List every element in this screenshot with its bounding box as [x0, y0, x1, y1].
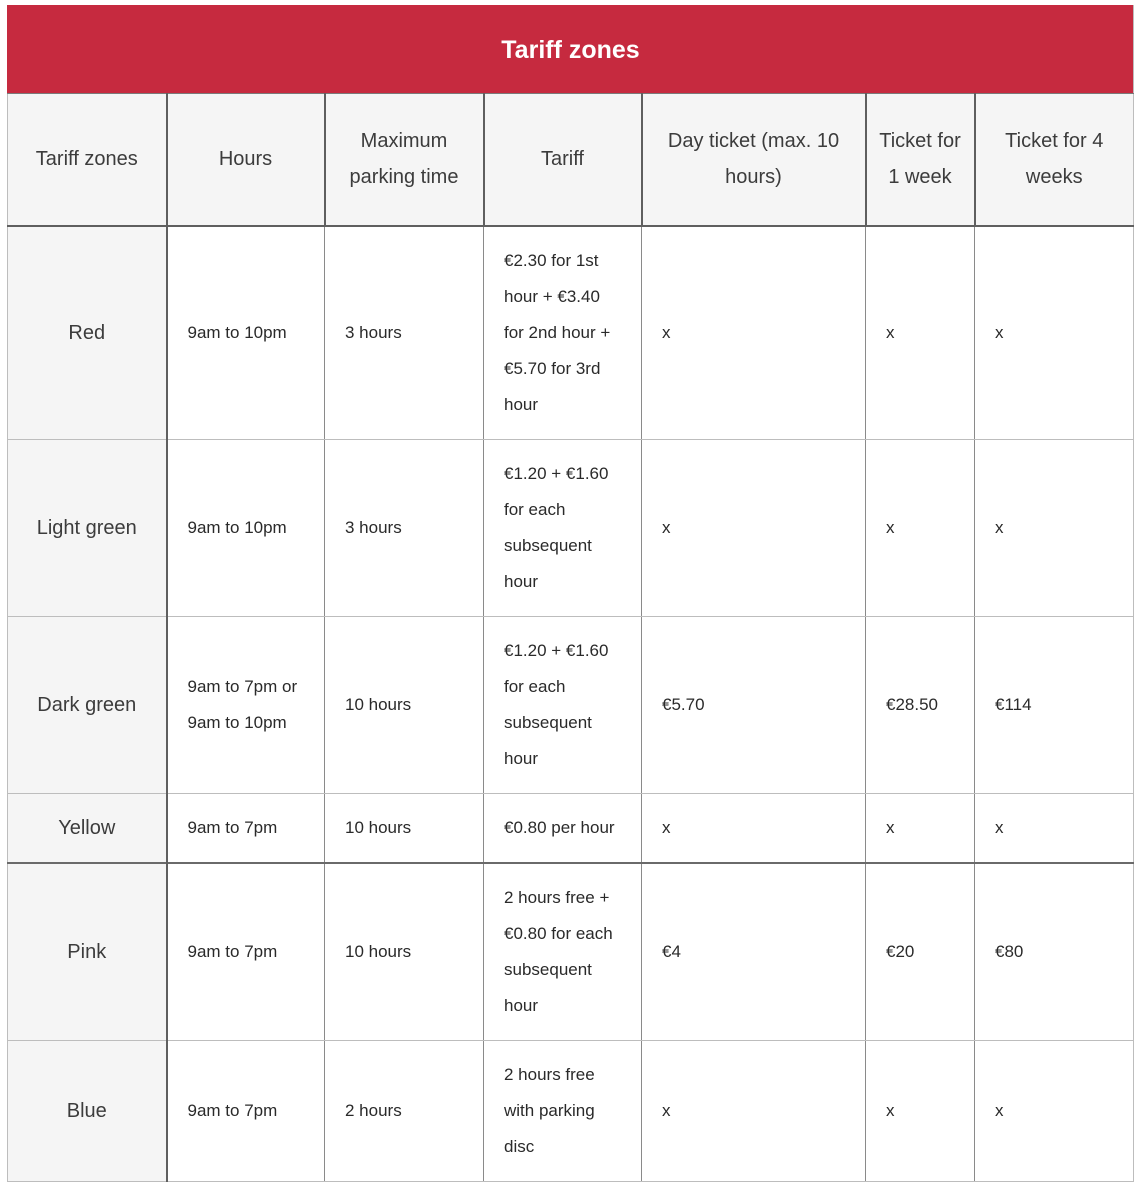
hours-cell: 9am to 7pm [167, 793, 325, 863]
column-header-hours: Hours [167, 94, 325, 226]
max-time-cell: 10 hours [325, 793, 484, 863]
tariff-cell: €0.80 per hour [484, 793, 642, 863]
hours-cell: 9am to 10pm [167, 226, 325, 440]
zone-cell: Yellow [8, 793, 167, 863]
zone-cell: Pink [8, 863, 167, 1041]
week-ticket-cell: x [866, 793, 975, 863]
max-time-cell: 10 hours [325, 616, 484, 793]
day-ticket-cell: x [642, 793, 866, 863]
header-row [8, 94, 1134, 226]
zone-cell: Dark green [8, 616, 167, 793]
tariff-table-container [7, 5, 1133, 1182]
four-week-ticket-cell: €114 [975, 616, 1134, 793]
hours-cell: 9am to 10pm [167, 439, 325, 616]
four-week-ticket-cell: x [975, 1040, 1134, 1181]
hours-cell: 9am to 7pm [167, 863, 325, 1041]
table-row-blue [8, 1040, 1134, 1181]
tariff-cell: 2 hours free + €0.80 for each subsequent hour [484, 863, 642, 1041]
tariff-cell: 2 hours free with parking disc [484, 1040, 642, 1181]
day-ticket-cell: x [642, 226, 866, 440]
four-week-ticket-cell: x [975, 793, 1134, 863]
week-ticket-cell: €28.50 [866, 616, 975, 793]
column-header-tariff: Tariff [484, 94, 642, 226]
table-title-row [8, 6, 1134, 94]
week-ticket-cell: x [866, 1040, 975, 1181]
max-time-cell: 3 hours [325, 439, 484, 616]
column-header-week-ticket: Ticket for 1 week [866, 94, 975, 226]
column-header-tariff-zones: Tariff zones [8, 94, 167, 226]
table-row-dark-green [8, 616, 1134, 793]
max-time-cell: 10 hours [325, 863, 484, 1041]
four-week-ticket-cell: €80 [975, 863, 1134, 1041]
column-header-day-ticket: Day ticket (max. 10 hours) [642, 94, 866, 226]
column-header-four-week-ticket: Ticket for 4 weeks [975, 94, 1134, 226]
four-week-ticket-cell: x [975, 226, 1134, 440]
day-ticket-cell: x [642, 1040, 866, 1181]
tariff-cell: €1.20 + €1.60 for each subsequent hour [484, 439, 642, 616]
tariff-cell: €2.30 for 1st hour + €3.40 for 2nd hour + €5.70 for 3rd hour [484, 226, 642, 440]
zone-cell: Blue [8, 1040, 167, 1181]
week-ticket-cell: x [866, 226, 975, 440]
zone-cell: Light green [8, 439, 167, 616]
four-week-ticket-cell: x [975, 439, 1134, 616]
hours-cell: 9am to 7pm [167, 1040, 325, 1181]
table-title: Tariff zones [8, 6, 1134, 94]
tariff-cell: €1.20 + €1.60 for each subsequent hour [484, 616, 642, 793]
table-row-light-green [8, 439, 1134, 616]
max-time-cell: 3 hours [325, 226, 484, 440]
hours-cell: 9am to 7pm or 9am to 10pm [167, 616, 325, 793]
week-ticket-cell: x [866, 439, 975, 616]
week-ticket-cell: €20 [866, 863, 975, 1041]
day-ticket-cell: x [642, 439, 866, 616]
table-row-red [8, 226, 1134, 440]
table-row-pink [8, 863, 1134, 1041]
day-ticket-cell: €4 [642, 863, 866, 1041]
table-row-yellow [8, 793, 1134, 863]
day-ticket-cell: €5.70 [642, 616, 866, 793]
zone-cell: Red [8, 226, 167, 440]
max-time-cell: 2 hours [325, 1040, 484, 1181]
tariff-zones-table [7, 5, 1134, 1182]
column-header-max-parking-time: Maximum parking time [325, 94, 484, 226]
